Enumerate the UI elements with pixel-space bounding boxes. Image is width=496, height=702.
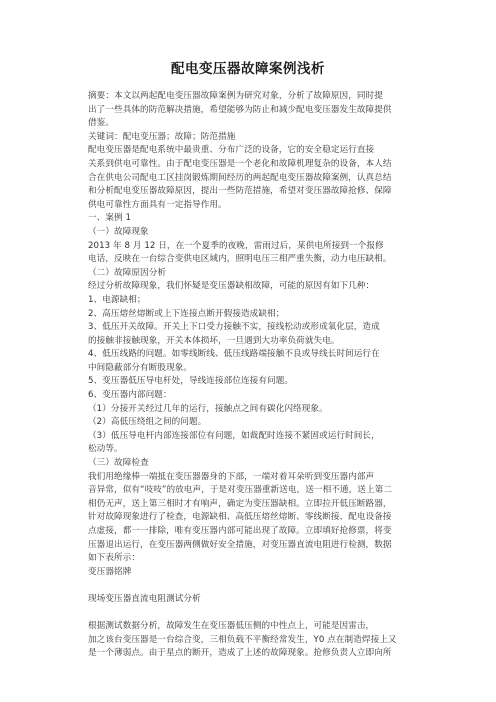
- text-line: 关系到供电可靠性。由于配电变压器是一个老化和故障机理复杂的设备，本人结: [88, 158, 392, 169]
- text-line: （一）故障现象: [88, 226, 149, 237]
- text-line: 关键词：配电变压器；故障；防范措施: [88, 131, 236, 142]
- text-line: （1）分接开关经过几年的运行，接触点之间有碳化闪络现象。: [88, 403, 328, 414]
- blank-line: [88, 607, 410, 621]
- text-line: 如下表所示：: [88, 553, 141, 564]
- text-line: 出了一些具体的防范解决措施，希望能够为防止和减少配电变压器发生故障提供: [88, 104, 392, 115]
- text-line: 根据测试数据分析，故障发生在变压器低压侧的中性点上，可能是因雷击，: [88, 621, 375, 632]
- text-line: 针对故障现象进行了检查，电源缺相、高低压熔丝熔断、零线断接、配电设备接: [88, 512, 392, 523]
- text-line: 松动等。: [88, 444, 123, 455]
- text-line: 我们用绝缘棒一端抵在变压器器身的下部，一端对着耳朵听到变压器内部声: [88, 471, 375, 482]
- text-line: 变压器铭牌: [88, 566, 132, 577]
- text-line: 的接触非接触现象，开关本体损坏，一旦遇到大功率负荷就失电。: [88, 335, 340, 346]
- text-line: 音异常，似有“吱吱”的放电声，于是对变压器重新送电，送一相不通，送上第二: [88, 485, 392, 496]
- text-line: 相仍无声，送上第三相时才有响声，确定为变压器缺相。立即拉开低压断路器，: [88, 498, 392, 509]
- text-line: 现场变压器直流电阻测试分析: [88, 593, 201, 604]
- text-line: 6、变压器内部问题：: [88, 390, 172, 401]
- article-body: [88, 90, 410, 661]
- text-line: 1、电源缺相；: [88, 294, 146, 305]
- text-line: 是一个薄弱点。由于星点的断开，造成了上述的故障现象。抢修负责人立即向所: [88, 648, 392, 659]
- text-line: 借鉴。: [88, 118, 115, 129]
- text-line: 和分析配电变压器故障原因，提出一些防范措施，希望对变压器故障抢修、保障: [88, 186, 392, 197]
- blank-line: [88, 579, 410, 593]
- text-line: （2）高低压绕组之间的问题。: [88, 417, 207, 428]
- text-line: 压器退出运行，在变压器两侧做好安全措施，对变压器直流电阻进行检测，数据: [88, 539, 392, 550]
- text-line: （二）故障原因分析: [88, 267, 167, 278]
- text-line: 3、低压开关故障。开关上下口受力接触不实，接线松动或形成氧化层，造成: [88, 322, 380, 333]
- text-line: 配电变压器是配电系统中最贵重、分布广泛的设备，它的安全稳定运行直接: [88, 145, 375, 156]
- text-line: 经过分析故障现象，我们怀疑是变压器缺相故障，可能的原因有如下几种：: [88, 281, 375, 292]
- text-line: 电话，反映在一台综合变供电区域内，照明电压三相严重失衡，动力电压缺相。: [88, 254, 392, 265]
- text-line: 供电可靠性方面具有一定指导作用。: [88, 199, 227, 210]
- text-line: 点虚接，都一一排除，唯有变压器内部可能出现了故障。立即填好抢修票，将变: [88, 526, 392, 536]
- text-line: （3）低压导电杆内部连接部位有问题，如裁配时连接不紧固或运行时间长，: [88, 430, 380, 441]
- text-line: 合在供电公司配电工区挂岗锻炼期间经历的两起配电变压器故障案例，认真总结: [88, 172, 392, 183]
- text-line: 中间隐蔽部分有断股现象。: [88, 362, 193, 373]
- text-line: 加之该台变压器是一台综合变，三相负载不平衡经常发生，Y0 点在制造焊接上又: [88, 634, 397, 645]
- text-line: 2、高压熔丝熔断或上下连接点断开假接造成缺相；: [88, 308, 285, 319]
- text-line: （三）故障检查: [88, 458, 149, 469]
- text-line: 摘要：本文以两起配电变压器故障案例为研究对象，分析了故障原因，同时提: [88, 91, 383, 101]
- page-title: 配电变压器故障案例浅析: [171, 61, 325, 77]
- text-line: 一、案例 1: [88, 213, 132, 224]
- text-line: 4、低压线路的问题。如零线断线、低压线路端接触不良或导线长时间运行在: [88, 349, 380, 360]
- text-line: 2013 年 8 月 12 日，在一个夏季的夜晚，雷雨过后，某供电所接到一个报修: [88, 240, 384, 251]
- text-line: 5、变压器低压导电杆处，导线连接部位连接有问题。: [88, 376, 294, 387]
